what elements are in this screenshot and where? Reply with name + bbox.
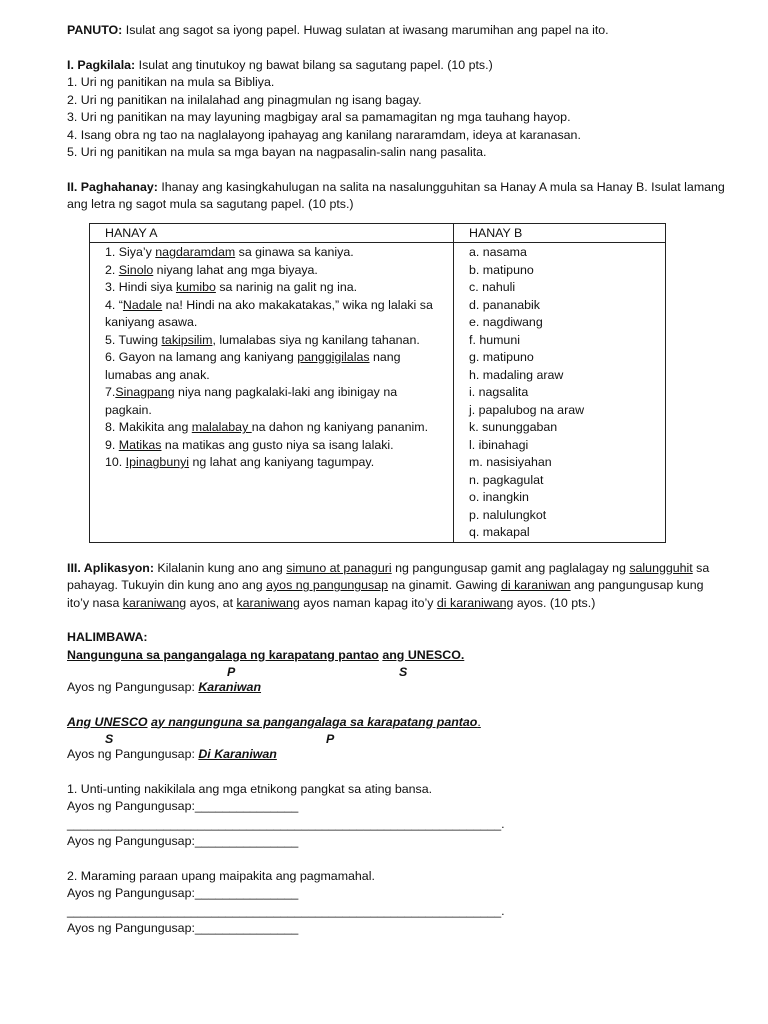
exercise-ayos-line: Ayos ng Pangungusap:_______________ [67,921,299,935]
ayos-answer: Di Karaniwan [198,747,277,761]
example-markers-2 [67,731,727,746]
hanay-a-item [105,297,445,332]
example-heading: HALIMBAWA: [67,630,148,644]
section1-label: I. Pagkilala: [67,57,136,72]
example-period: . [477,714,481,729]
hanay-a-item-text: 2. [105,262,119,277]
hanay-a-underlined-word: nagdaramdam [155,245,236,259]
section3-label: III. Aplikasyon: [67,560,154,575]
hanay-a-underlined-word: Sinagpang [115,385,175,399]
hanay-b-item: f. humuni [469,332,520,347]
exercise-rewrite-line: _______________________________________________________________. [67,903,505,918]
hanay-b-item: p. nalulungkot [469,507,547,522]
section3-underlined: di karaniwang [436,595,514,610]
hanay-a-item [105,262,445,280]
example-ayos-2 [67,746,727,764]
hanay-a-underlined-word: kumibo [175,280,216,294]
section2-heading [67,179,727,214]
section3-text: Kilalanin kung ano ang [153,560,287,575]
example-predicate: Nangunguna sa pangangalaga ng karapatang pantao [67,647,379,662]
hanay-b-item: l. ibinahagi [469,437,529,452]
hanay-a-underlined-word: Nadale [122,297,163,312]
hanay-a-item-text: 7. [105,385,116,399]
section3-text: ng pangungusap gamit ang paglalagay ng [391,560,630,575]
hanay-a-underlined-word: takipsilim [161,332,213,347]
section1-item: 4. Isang obra ng tao na naglalayong ipahayag ang kanilang nararamdam, ideya at karanasan. [67,127,581,142]
section1-item: 3. Uri ng panitikan na may layuning magbigay aral sa pamamagitan ng mga tauhang hayop. [67,110,571,124]
ayos-label: Ayos ng Pangungusap: [67,747,199,761]
example-ayos-1 [67,679,727,697]
hanay-a-header: HANAY A [90,223,454,243]
section2-text: Ihanay ang kasingkahulugan na salita na nasalungguhitan sa Hanay A mula sa Hanay B. Isulat lamang ang letra ng sagot mula sa sagutang papel. (10 pts.) [67,179,725,211]
hanay-a-item [105,349,445,384]
hanay-a-item-text: 6. Gayon na lamang ang kaniyang [105,350,298,364]
section3-heading [67,560,727,613]
hanay-a-item-text: 4. “ [105,297,123,312]
example-subject: Ang UNESCO [67,714,148,729]
predicate-marker: P [227,665,236,679]
hanay-b-item: a. nasama [469,245,527,259]
hanay-b-item: o. inangkin [469,490,529,504]
hanay-a-item [105,437,445,455]
section3-text: ayos. (10 pts.) [513,595,596,610]
hanay-b-item: k. sununggaban [469,420,558,434]
subject-marker: S [399,665,408,679]
exercise-rewrite-line: _______________________________________________________________. [67,816,505,831]
hanay-a-item-text: ng lahat ang kaniyang tagumpay. [189,455,375,469]
hanay-a-item-text: , lumalabas siya ng kanilang tahanan. [212,332,420,347]
hanay-a-item-text: 5. Tuwing [105,332,162,347]
section1-text: Isulat ang tinutukoy ng bawat bilang sa sagutang papel. (10 pts.) [135,57,493,72]
hanay-b-item: c. nahuli [469,280,516,294]
hanay-b-item: n. pagkagulat [469,472,544,487]
hanay-a-item [105,454,445,472]
section1-item: 2. Uri ng panitikan na inilalahad ang pinagmulan ng isang bagay. [67,92,422,107]
hanay-b-item: q. makapal [469,525,530,539]
section3-underlined: karaniwang [122,595,187,610]
hanay-a-underlined-word: Sinolo [118,262,154,277]
hanay-a-item-text: sa narinig na galit ng ina. [215,280,358,294]
example-sentence-1 [67,647,727,665]
hanay-a-item-text: niyang lahat ang mga biyaya. [153,262,318,277]
section2-label: II. Paghahanay: [67,179,158,194]
hanay-b-item: m. nasisiyahan [469,455,552,469]
hanay-b-item: g. matipuno [469,350,534,364]
hanay-a-item [105,244,445,262]
hanay-a-item-text: 9. [105,437,119,452]
ayos-answer: Karaniwan [198,680,262,694]
hanay-b-item: b. matipuno [469,262,534,277]
exercise-ayos-line: Ayos ng Pangungusap:_______________ [67,886,299,900]
exercise-ayos-line: Ayos ng Pangungusap:_______________ [67,834,299,848]
hanay-a-column [90,243,454,543]
section3-underlined: ayos ng pangungusap [266,578,389,592]
hanay-a-item-text: 1. Siya’y [105,245,156,259]
hanay-a-underlined-word: panggigilalas [297,350,370,364]
hanay-a-item [105,332,445,350]
hanay-b-item: j. papalubog na araw [469,402,585,417]
hanay-b-header: HANAY B [454,223,666,243]
section1-item: 5. Uri ng panitikan na mula sa mga bayan na nagpasalin-salin nang pasalita. [67,145,487,159]
hanay-b-item: i. nagsalita [469,385,529,399]
section1-item: 1. Uri ng panitikan na mula sa Bibliya. [67,75,275,89]
predicate-marker: P [326,732,335,746]
worksheet-page [67,22,727,938]
hanay-a-item [105,419,445,437]
hanay-a-item [105,279,445,297]
hanay-b-column [454,243,666,543]
ayos-label: Ayos ng Pangungusap: [67,680,199,694]
exercise-ayos-line: Ayos ng Pangungusap:_______________ [67,799,299,813]
hanay-a-underlined-word: Matikas [118,437,162,452]
instructions-label: PANUTO: [67,23,123,37]
section3-underlined: karaniwang [236,595,300,610]
section3-underlined: salungguhit [629,560,693,575]
hanay-a-underlined-word: Ipinagbunyi [125,455,190,469]
hanay-a-underlined-word: malalabay [191,420,252,434]
section3-underlined: simuno at panaguri [286,560,392,575]
section3-text: ang pangungusap kung ito’y nasa [67,578,704,610]
example-sentence-2 [67,714,727,732]
example-subject: ang UNESCO. [382,647,465,662]
hanay-a-item-text: 3. Hindi siya [105,280,176,294]
section3-text: ayos naman kapag ito’y [299,595,437,610]
section3-text: ayos, at [186,595,237,610]
hanay-a-item-text: niya nang pagkalaki-laki ang ibinigay na pagkain. [105,385,398,417]
hanay-a-item-text: na matikas ang gusto niya sa isang lalaki. [161,437,394,452]
hanay-b-item: h. madaling araw [469,367,564,382]
section1-heading [67,57,727,75]
section3-text: na ginamit. Gawing [388,578,501,592]
hanay-a-item-text: sa ginawa sa kaniya. [235,245,354,259]
section3-text: sa pahayag. Tukuyin din kung ano ang [67,560,710,592]
hanay-a-item-text: nang lumabas ang anak. [105,350,401,382]
matching-table [89,223,666,543]
hanay-a-item-text: na dahon ng kaniyang pananim. [251,420,429,434]
hanay-a-item-text: 8. Makikita ang [105,420,192,434]
hanay-b-item: e. nagdiwang [469,315,543,329]
exercise-sentence: 1. Unti-unting nakikilala ang mga etnikong pangkat sa ating bansa. [67,781,433,796]
instructions [67,22,727,40]
example-markers-1 [67,664,727,679]
exercise-sentence: 2. Maraming paraan upang maipakita ang pagmamahal. [67,868,375,883]
instructions-text: Isulat ang sagot sa iyong papel. Huwag sulatan at iwasang marumihan ang papel na ito. [122,23,609,37]
hanay-a-item-text: na! Hindi na ako makakatakas,” wika ng lalaki sa kaniyang asawa. [105,297,433,329]
hanay-b-item: d. pananabik [469,297,540,312]
hanay-a-item [105,384,445,419]
subject-marker: S [105,732,114,746]
example-predicate: ay nangunguna sa pangangalaga sa karapatang pantao [151,714,478,729]
hanay-a-item-text: 10. [105,455,126,469]
section3-underlined: di karaniwan [501,578,571,592]
